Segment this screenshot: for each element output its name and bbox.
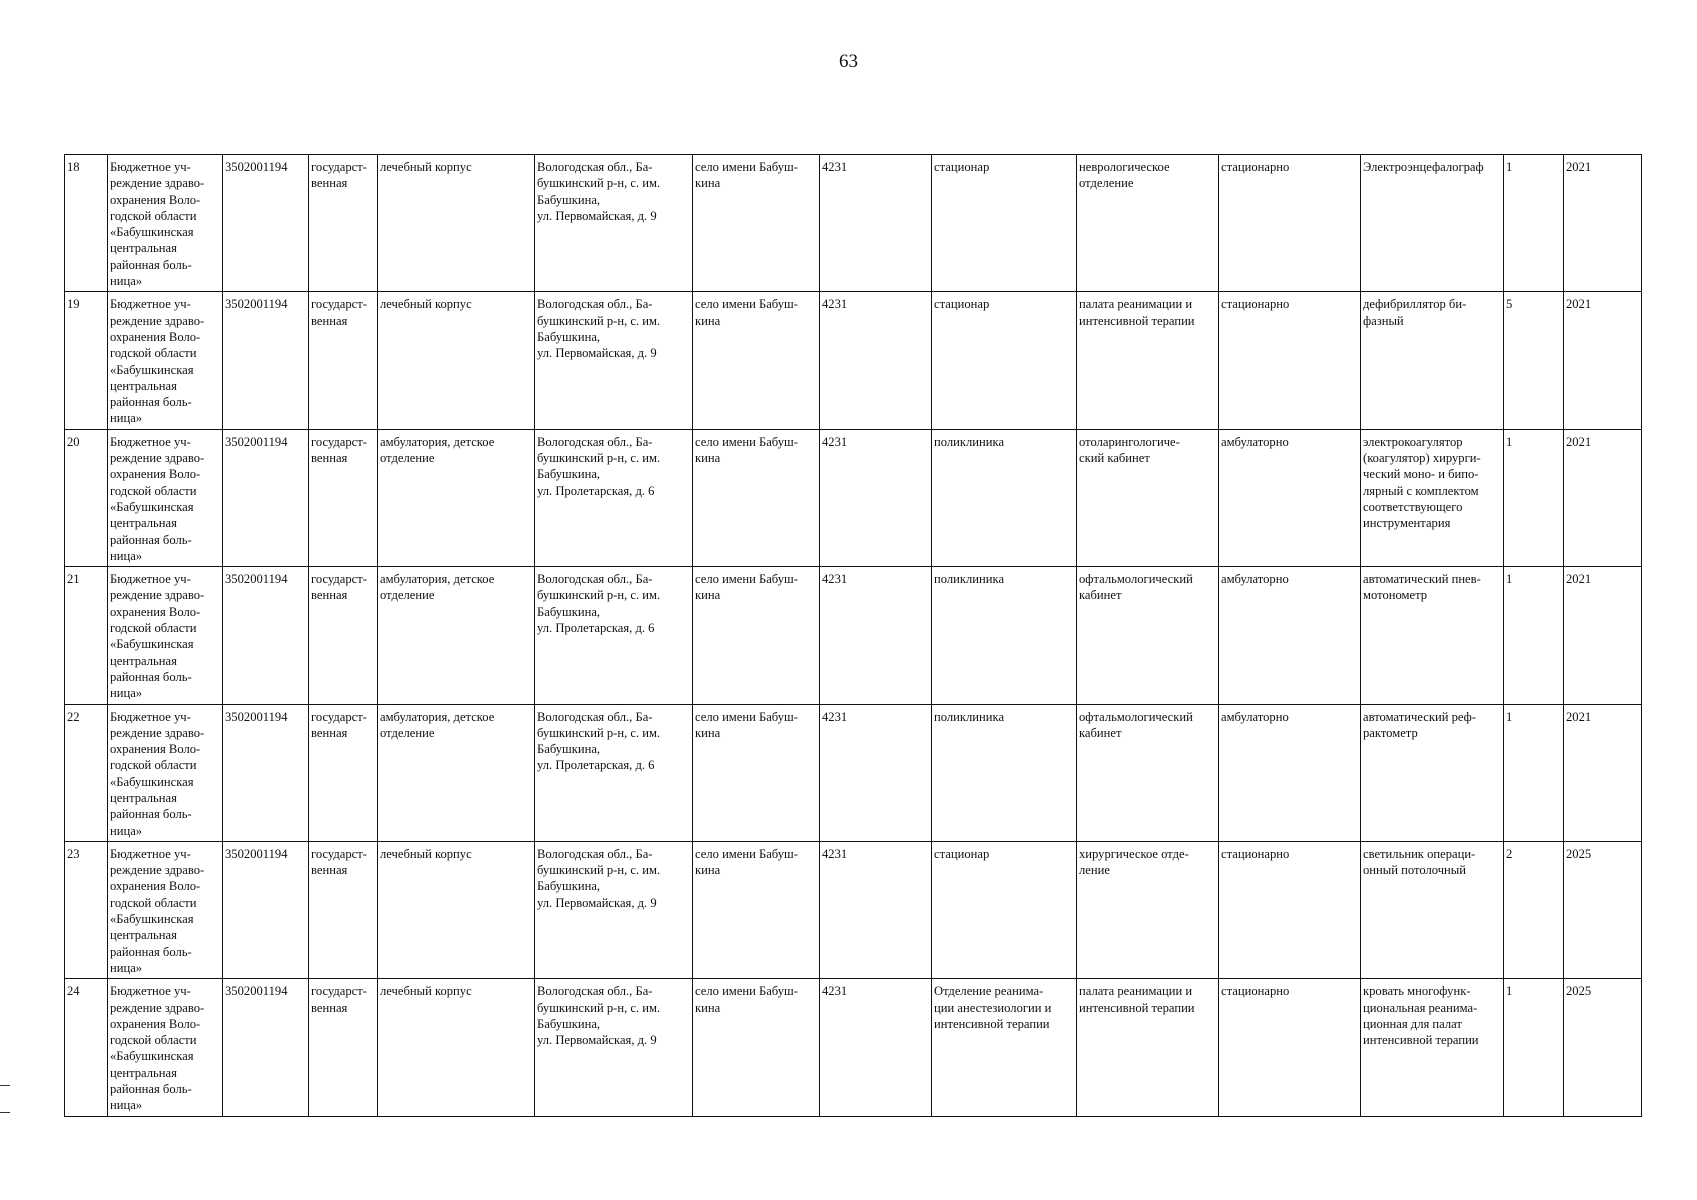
cell-settlement: село имени Бабуш- кина bbox=[693, 429, 820, 566]
cell-inn: 3502001194 bbox=[223, 292, 309, 429]
cell-quantity: 1 bbox=[1504, 979, 1564, 1116]
cell-ownership: государст- венная bbox=[309, 567, 378, 704]
cell-unit-type: поликлиника bbox=[932, 704, 1077, 841]
cell-quantity: 5 bbox=[1504, 292, 1564, 429]
scan-edge-mark bbox=[0, 1085, 10, 1086]
cell-organization: Бюджетное уч- реждение здраво- охранения Воло- годской области «Бабушкинская центральная районная боль- ница» bbox=[108, 979, 223, 1116]
cell-building: лечебный корпус bbox=[378, 155, 535, 292]
cell-department: палата реанимации и интенсивной терапии bbox=[1077, 292, 1219, 429]
cell-equipment: дефибриллятор би- фазный bbox=[1361, 292, 1504, 429]
cell-equipment: кровать многофунк- циональная реанима- ционная для палат интенсивной терапии bbox=[1361, 979, 1504, 1116]
cell-department: палата реанимации и интенсивной терапии bbox=[1077, 979, 1219, 1116]
table-row bbox=[65, 567, 1642, 704]
cell-building: лечебный корпус bbox=[378, 841, 535, 978]
cell-ownership: государст- венная bbox=[309, 979, 378, 1116]
cell-settlement: село имени Бабуш- кина bbox=[693, 292, 820, 429]
cell-equipment: Электроэнцефалограф bbox=[1361, 155, 1504, 292]
cell-row-number: 19 bbox=[65, 292, 108, 429]
cell-code: 4231 bbox=[820, 292, 932, 429]
cell-year: 2021 bbox=[1564, 429, 1642, 566]
cell-unit-type: поликлиника bbox=[932, 429, 1077, 566]
cell-unit-type: стационар bbox=[932, 841, 1077, 978]
cell-care-form: амбулаторно bbox=[1219, 704, 1361, 841]
cell-care-form: стационарно bbox=[1219, 841, 1361, 978]
cell-settlement: село имени Бабуш- кина bbox=[693, 841, 820, 978]
cell-quantity: 1 bbox=[1504, 155, 1564, 292]
cell-inn: 3502001194 bbox=[223, 704, 309, 841]
cell-row-number: 24 bbox=[65, 979, 108, 1116]
cell-ownership: государст- венная bbox=[309, 704, 378, 841]
cell-department: офтальмологический кабинет bbox=[1077, 567, 1219, 704]
cell-ownership: государст- венная bbox=[309, 155, 378, 292]
table-row bbox=[65, 429, 1642, 566]
cell-organization: Бюджетное уч- реждение здраво- охранения Воло- годской области «Бабушкинская центральная районная боль- ница» bbox=[108, 841, 223, 978]
cell-organization: Бюджетное уч- реждение здраво- охранения Воло- годской области «Бабушкинская центральная районная боль- ница» bbox=[108, 429, 223, 566]
cell-code: 4231 bbox=[820, 429, 932, 566]
cell-inn: 3502001194 bbox=[223, 841, 309, 978]
cell-care-form: стационарно bbox=[1219, 979, 1361, 1116]
cell-department: отоларингологиче- ский кабинет bbox=[1077, 429, 1219, 566]
table-row bbox=[65, 155, 1642, 292]
cell-quantity: 2 bbox=[1504, 841, 1564, 978]
cell-code: 4231 bbox=[820, 841, 932, 978]
equipment-table bbox=[64, 154, 1642, 1117]
cell-inn: 3502001194 bbox=[223, 155, 309, 292]
cell-address: Вологодская обл., Ба- бушкинский р-н, с. им. Бабушкина, ул. Пролетарская, д. 6 bbox=[535, 704, 693, 841]
cell-code: 4231 bbox=[820, 567, 932, 704]
cell-unit-type: стационар bbox=[932, 292, 1077, 429]
cell-organization: Бюджетное уч- реждение здраво- охранения Воло- годской области «Бабушкинская центральная районная боль- ница» bbox=[108, 292, 223, 429]
cell-equipment: светильник операци- онный потолочный bbox=[1361, 841, 1504, 978]
cell-equipment: автоматический пнев- мотонометр bbox=[1361, 567, 1504, 704]
cell-building: лечебный корпус bbox=[378, 979, 535, 1116]
cell-care-form: амбулаторно bbox=[1219, 429, 1361, 566]
cell-ownership: государст- венная bbox=[309, 841, 378, 978]
cell-year: 2025 bbox=[1564, 979, 1642, 1116]
cell-settlement: село имени Бабуш- кина bbox=[693, 155, 820, 292]
cell-department: офтальмологический кабинет bbox=[1077, 704, 1219, 841]
cell-inn: 3502001194 bbox=[223, 429, 309, 566]
cell-address: Вологодская обл., Ба- бушкинский р-н, с. им. Бабушкина, ул. Первомайская, д. 9 bbox=[535, 155, 693, 292]
cell-inn: 3502001194 bbox=[223, 567, 309, 704]
cell-row-number: 21 bbox=[65, 567, 108, 704]
cell-building: амбулатория, детское отделение bbox=[378, 704, 535, 841]
cell-organization: Бюджетное уч- реждение здраво- охранения Воло- годской области «Бабушкинская центральная районная боль- ница» bbox=[108, 704, 223, 841]
cell-row-number: 22 bbox=[65, 704, 108, 841]
cell-inn: 3502001194 bbox=[223, 979, 309, 1116]
cell-address: Вологодская обл., Ба- бушкинский р-н, с. им. Бабушкина, ул. Пролетарская, д. 6 bbox=[535, 429, 693, 566]
table-body bbox=[65, 155, 1642, 1117]
cell-address: Вологодская обл., Ба- бушкинский р-н, с. им. Бабушкина, ул. Первомайская, д. 9 bbox=[535, 979, 693, 1116]
scan-edge-mark bbox=[0, 1112, 10, 1113]
cell-ownership: государст- венная bbox=[309, 292, 378, 429]
cell-year: 2021 bbox=[1564, 155, 1642, 292]
cell-care-form: амбулаторно bbox=[1219, 567, 1361, 704]
cell-row-number: 23 bbox=[65, 841, 108, 978]
cell-building: амбулатория, детское отделение bbox=[378, 567, 535, 704]
cell-address: Вологодская обл., Ба- бушкинский р-н, с. им. Бабушкина, ул. Первомайская, д. 9 bbox=[535, 841, 693, 978]
cell-year: 2025 bbox=[1564, 841, 1642, 978]
cell-care-form: стационарно bbox=[1219, 292, 1361, 429]
cell-department: неврологическое отделение bbox=[1077, 155, 1219, 292]
cell-care-form: стационарно bbox=[1219, 155, 1361, 292]
table-row bbox=[65, 292, 1642, 429]
table-row bbox=[65, 704, 1642, 841]
cell-row-number: 20 bbox=[65, 429, 108, 566]
cell-year: 2021 bbox=[1564, 567, 1642, 704]
cell-year: 2021 bbox=[1564, 704, 1642, 841]
cell-code: 4231 bbox=[820, 155, 932, 292]
cell-organization: Бюджетное уч- реждение здраво- охранения Воло- годской области «Бабушкинская центральная районная боль- ница» bbox=[108, 155, 223, 292]
cell-quantity: 1 bbox=[1504, 429, 1564, 566]
cell-settlement: село имени Бабуш- кина bbox=[693, 704, 820, 841]
cell-organization: Бюджетное уч- реждение здраво- охранения Воло- годской области «Бабушкинская центральная районная боль- ница» bbox=[108, 567, 223, 704]
cell-unit-type: Отделение реанима- ции анестезиологии и интенсивной терапии bbox=[932, 979, 1077, 1116]
cell-settlement: село имени Бабуш- кина bbox=[693, 979, 820, 1116]
cell-department: хирургическое отде- ление bbox=[1077, 841, 1219, 978]
cell-building: амбулатория, детское отделение bbox=[378, 429, 535, 566]
page-number: 63 bbox=[839, 51, 858, 72]
cell-quantity: 1 bbox=[1504, 567, 1564, 704]
cell-building: лечебный корпус bbox=[378, 292, 535, 429]
cell-code: 4231 bbox=[820, 704, 932, 841]
cell-settlement: село имени Бабуш- кина bbox=[693, 567, 820, 704]
cell-year: 2021 bbox=[1564, 292, 1642, 429]
cell-row-number: 18 bbox=[65, 155, 108, 292]
cell-address: Вологодская обл., Ба- бушкинский р-н, с. им. Бабушкина, ул. Первомайская, д. 9 bbox=[535, 292, 693, 429]
cell-equipment: автоматический реф- рактометр bbox=[1361, 704, 1504, 841]
cell-quantity: 1 bbox=[1504, 704, 1564, 841]
cell-code: 4231 bbox=[820, 979, 932, 1116]
cell-equipment: электрокоагулятор (коагулятор) хирурги- ческий моно- и бипо- лярный с комплектом соответствующего инструментария bbox=[1361, 429, 1504, 566]
cell-unit-type: поликлиника bbox=[932, 567, 1077, 704]
table-row bbox=[65, 841, 1642, 978]
cell-unit-type: стационар bbox=[932, 155, 1077, 292]
table-row bbox=[65, 979, 1642, 1116]
cell-ownership: государст- венная bbox=[309, 429, 378, 566]
cell-address: Вологодская обл., Ба- бушкинский р-н, с. им. Бабушкина, ул. Пролетарская, д. 6 bbox=[535, 567, 693, 704]
